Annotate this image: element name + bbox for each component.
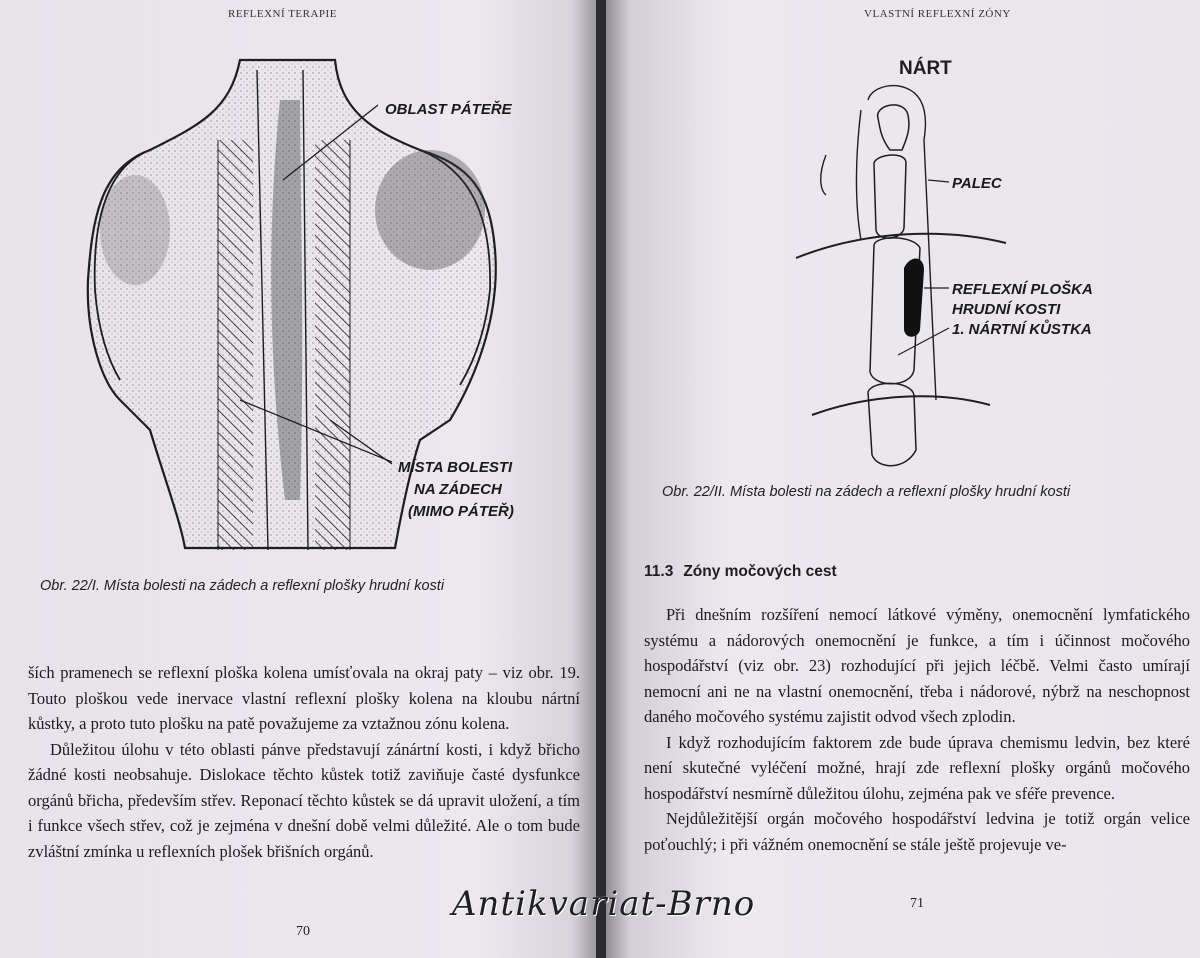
paragraph: Nejdůležitější orgán močového hospodářství ledvina je totiž orgán velice poťouchlý; i při vážném onemocnění se stále ještě projevuje ve- (644, 809, 1190, 854)
paragraph: I když rozhodujícím faktorem zde bude úprava chemismu ledvin, bez které není skutečné vyléčení možné, hrají zde reflexní plošky orgánů močového hospodářství nesmírně důležitou úlohu, zejména pak ve sféře prevence. (644, 732, 1190, 803)
left-page (0, 0, 596, 958)
label-pain-line-2: NA ZÁDECH (414, 481, 502, 498)
label-toe: PALEC (952, 175, 1002, 192)
running-head-right: VLASTNÍ REFLEXNÍ ZÓNY (864, 8, 1011, 20)
page-number-right: 71 (910, 896, 924, 911)
label-metatarsal: 1. NÁRTNÍ KŮSTKA (952, 321, 1092, 338)
page-number-left: 70 (296, 924, 310, 939)
running-head-left: REFLEXNÍ TERAPIE (228, 8, 337, 20)
figure-caption-left: Obr. 22/I. Místa bolesti na zádech a reflexní plošky hrudní kosti (40, 578, 445, 594)
foot-bone-illustration (606, 0, 1200, 480)
watermark-stamp: Antikvariat-Brno (452, 884, 756, 924)
right-page (606, 0, 1200, 958)
label-pain-line-3: (MIMO PÁTEŘ) (408, 503, 514, 520)
back-illustration (0, 0, 596, 570)
section-number: 11.3 (644, 563, 674, 580)
paragraph: Důležitou úlohu v této oblasti pánve představují zánártní kosti, i když břicho žádné kosti neobsahuje. Dislokace těchto kůstek totiž zaviňuje časté dysfunkce orgánů břicha, především střev. Reponací těchto kůstek se dá upravit uložení, a tím i funkce všech střev, což je zejména v dnešní době velmi důležité. Ale o tom bude zvláštní zmínka u reflexních plošek břišních orgánů. (28, 739, 580, 861)
body-text-left (28, 660, 580, 864)
figure-title: NÁRT (899, 58, 952, 79)
paragraph: Při dnešním rozšíření nemocí látkové výměny, onemocnění lymfatického systému a nádorových onemocnění je funkce, a tím i účinnost močového hospodářství (viz obr. 23) rozhodující při jejich léčbě. Velmi často umírají nemocní ani ne na vlastní onemocnění, třeba i nádorové, nýbrž na neschopnost daného močového systému zajistit odvod všech zplodin. (644, 605, 1190, 726)
figure-caption-right: Obr. 22/II. Místa bolesti na zádech a reflexní plošky hrudní kosti (662, 484, 1071, 500)
label-reflex-line-1: REFLEXNÍ PLOŠKA (952, 281, 1093, 298)
section-heading (644, 563, 847, 581)
book-gutter (596, 0, 606, 958)
label-pain-line-1: MÍSTA BOLESTI (398, 459, 513, 476)
body-text-right (644, 602, 1190, 857)
section-title: Zóny močových cest (683, 563, 837, 580)
label-spine-area: OBLAST PÁTEŘE (385, 101, 512, 118)
paragraph: ších pramenech se reflexní ploška kolena umísťovala na okraj paty – viz obr. 19. Touto ploškou vede inervace vlastní reflexní plošky kolena na kloubu nártní kůstky, a proto tuto plošku na patě považujeme za vztažnou zónu kolena. (28, 663, 580, 733)
label-reflex-line-2: HRUDNÍ KOSTI (952, 301, 1061, 318)
